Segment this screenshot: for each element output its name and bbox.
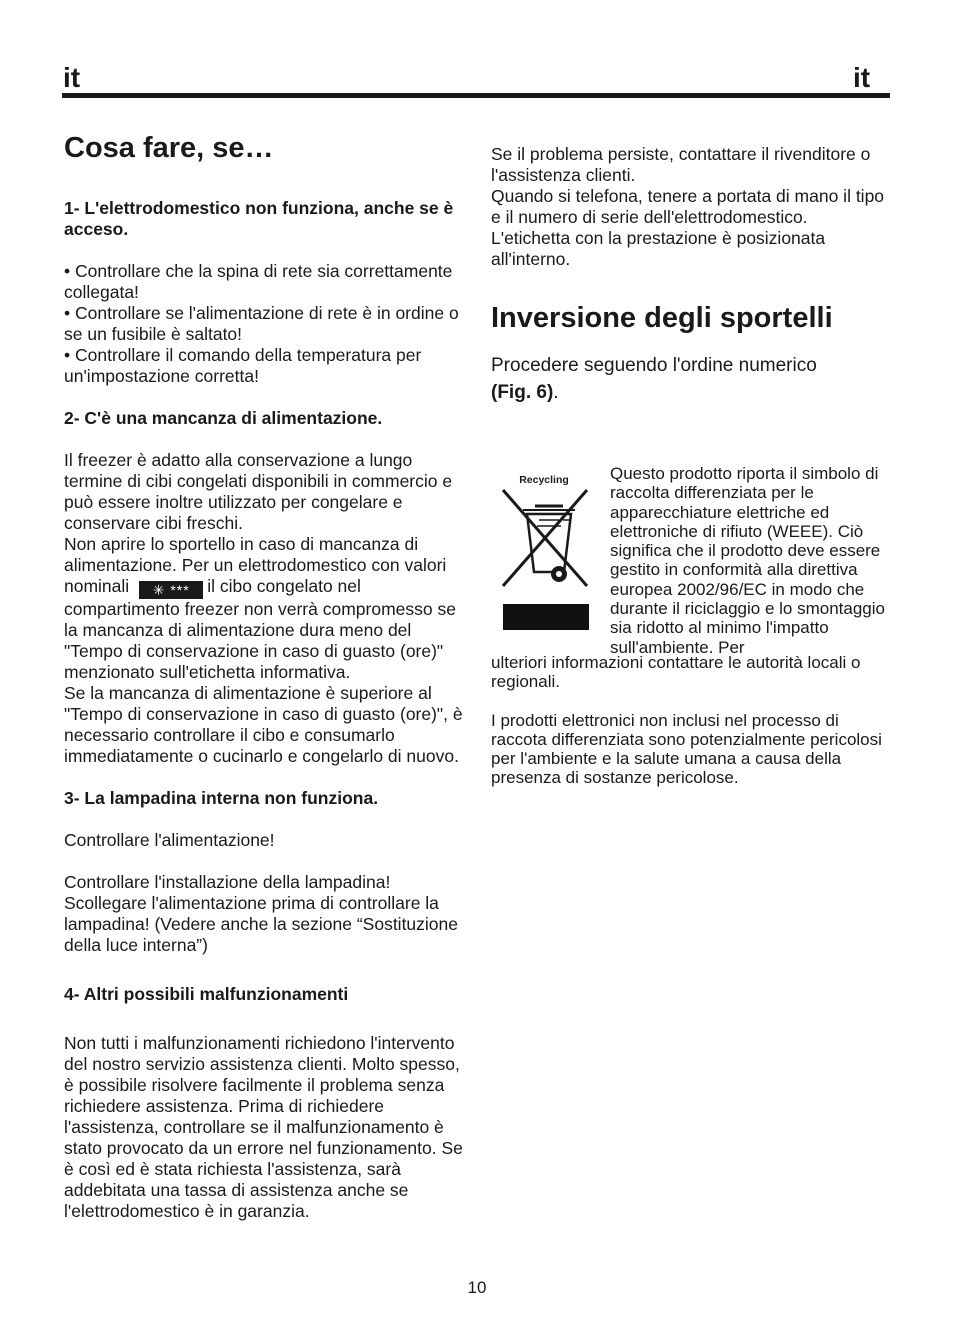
contact-paragraph: Se il problema persiste, contattare il rivenditore o l'assistenza clienti. xyxy=(491,144,871,185)
q2-paragraph-3: Se la mancanza di alimentazione è superiore al "Tempo di conservazione in caso di guasto (ore)", è necessario controllare il cibo e consumarlo immediatamente o cucinarlo e congelarlo di nuovo. xyxy=(64,683,463,766)
procedure-text: Procedere seguendo l'ordine numerico xyxy=(491,355,817,376)
q1-bullet-1: • Controllare che la spina di rete sia correttamente collegata! xyxy=(64,261,453,302)
question-3-heading: 3- La lampadina interna non funziona. xyxy=(64,788,379,808)
four-star-freezer-icon: ✳ *** xyxy=(139,581,203,599)
q4-paragraph-1: Non tutti i malfunzionamenti richiedono l'intervento del nostro servizio assistenza clienti. Molto spesso, è possibile risolvere facilmente il problema senza richiedere assistenza. Prima di richiedere l'assistenza, controllare se il malfunzionamento è stato provocato da un errore nel funzionamento. Se è così ed è stata richiesta l'assistenza, sarà addebitata una tassa di assistenza anche se l'elettrodomestico è in garanzia. xyxy=(64,1033,463,1221)
q2-paragraph-1: Il freezer è adatto alla conservazione a lungo termine di cibi congelati disponibili in commercio e può essere inoltre utilizzato per congelare e conservare cibi freschi. xyxy=(64,450,453,533)
recycling-text-continued: ulteriori informazioni contattare le autorità locali o regionali. xyxy=(491,653,861,692)
q2-paragraph-2-start: Non aprire lo sportello in caso di mancanza di alimentazione. Per un elettrodomestico con valori nominali xyxy=(64,534,447,596)
question-2-heading: 2- C'è una mancanza di alimentazione. xyxy=(64,408,383,428)
page-number: 10 xyxy=(467,1278,487,1297)
language-code-left: it xyxy=(63,62,81,93)
phone-info-paragraph: Quando si telefona, tenere a portata di mano il tipo e il numero di serie dell'elettrodomestico. L'etichetta con la prestazione è posizionata all'interno. xyxy=(491,186,885,269)
q1-bullet-2: • Controllare se l'alimentazione di rete è in ordine o se un fusibile è saltato! xyxy=(64,303,459,344)
procedure-paragraph xyxy=(491,352,891,406)
recycling-text: Questo prodotto riporta il simbolo di raccolta differenziata per le apparecchiature elettriche ed elettroniche di rifiuto (WEEE). Ciò significa che il prodotto deve essere gestito in conformità alla direttiva europea 2002/96/EC in modo che durante il riciclaggio e lo smontaggio sia ridotto al minimo l'impatto sull'ambiente. Per xyxy=(610,464,885,657)
left-column xyxy=(64,128,466,1222)
procedure-period: . xyxy=(553,382,559,403)
page-title: Cosa fare, se… xyxy=(64,132,274,164)
q3-paragraph-1: Controllare l'alimentazione! xyxy=(64,830,275,850)
question-1-heading: 1- L'elettrodomestico non funziona, anche se è acceso. xyxy=(64,198,454,239)
weee-bar xyxy=(503,604,589,630)
language-code-right: it xyxy=(853,62,871,93)
q2-paragraph-2 xyxy=(64,534,466,683)
q3-paragraph-2: Controllare l'installazione della lampadina! Scollegare l'alimentazione prima di controllare la lampadina! (Vedere anche la sezione “Sostituzione della luce interna”) xyxy=(64,872,458,955)
hazardous-products-paragraph: I prodotti elettronici non inclusi nel processo di raccota differenziata sono potenzialmente pericolosi per l'ambiente e la salute umana a causa della presenza di sostanze pericolose. xyxy=(491,710,882,788)
q2-paragraph-2-end: il cibo congelato nel compartimento freezer non verrà compromesso se la mancanza di alimentazione dura meno del "Tempo di conservazione in caso di guasto (ore)" menzionato sull'etichetta informativa. xyxy=(64,576,456,682)
recycling-label: Recycling xyxy=(519,474,569,486)
section-title-door-reversal: Inversione degli sportelli xyxy=(491,302,833,334)
figure-reference: (Fig. 6) xyxy=(491,382,554,403)
header-rule xyxy=(62,93,890,98)
recycling-section xyxy=(491,464,891,657)
q1-bullet-3: • Controllare il comando della temperatura per un'impostazione corretta! xyxy=(64,345,422,386)
question-4-heading: 4- Altri possibili malfunzionamenti xyxy=(64,984,349,1004)
right-column xyxy=(491,144,891,788)
